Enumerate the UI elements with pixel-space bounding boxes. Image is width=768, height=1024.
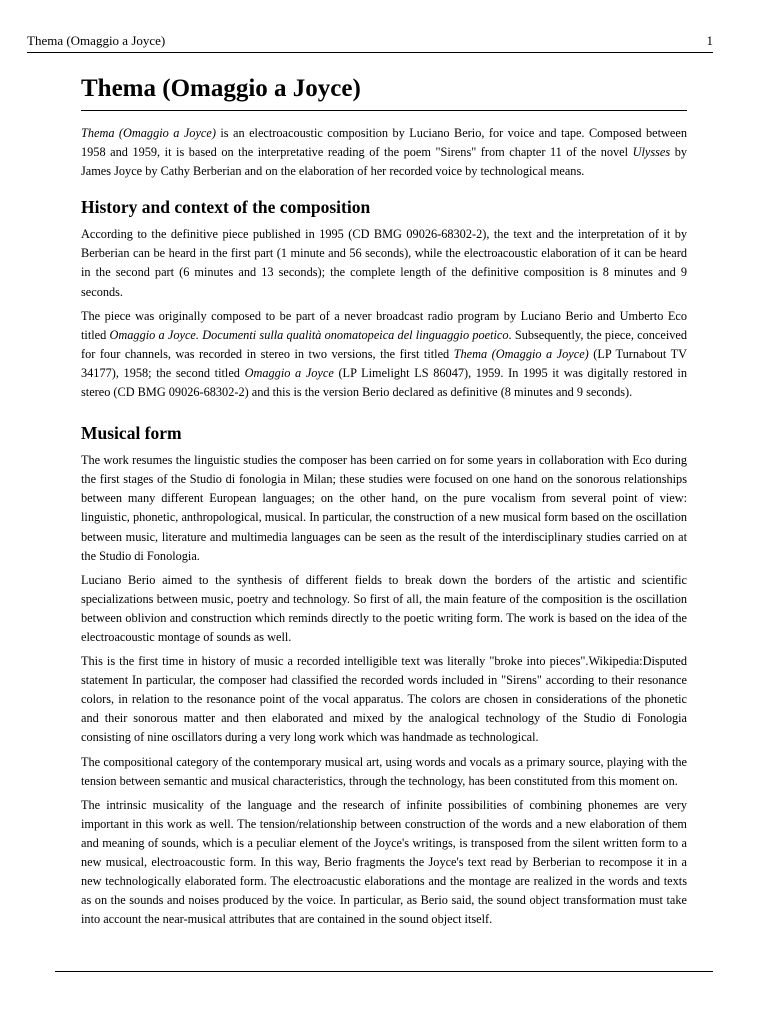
history-p2-italic-3: Omaggio a Joyce <box>244 365 334 380</box>
history-p2-text-d: (LP Limelight LS 86047), 1959. In 1995 it was digitally restored in stereo (CD BMG 09026-68302-2) and this is the version Berio declared as definitive (8 minutes and 9 seconds). <box>81 365 687 400</box>
intro-ulysses-italic: Ulysses <box>632 145 671 160</box>
article-body <box>81 72 687 934</box>
section-heading-history: History and context of the composition <box>81 197 371 218</box>
running-header <box>27 33 713 53</box>
intro-text-a: is an electroacoustic composition by Luciano Berio, for voice and tape. Composed between 1958 and 1959, it is based on the interpretative reading of the poem "Sirens" from chapter 11 of the novel <box>81 126 687 160</box>
history-paragraph-1: According to the definitive piece published in 1995 (CD BMG 09026-68302-2), the text and the interpretation of it by Berberian can be heard in the first part (1 minute and 56 seconds), while the electroacoustic elaboration of it can be heard in the second part (6 minutes and 13 seconds); the complete length of the definitive composition is 8 minutes and 9 seconds. <box>81 227 687 299</box>
history-paragraph-2 <box>81 307 687 402</box>
intro-title-italic: Thema (Omaggio a Joyce) <box>81 126 216 140</box>
history-p2-italic-2: Thema (Omaggio a Joyce) <box>453 346 589 361</box>
intro-text-b: by James Joyce by Cathy Berberian and on the elaboration of her recorded voice by technological means. <box>81 145 687 179</box>
page-title: Thema (Omaggio a Joyce) <box>81 72 687 111</box>
musical-form-paragraph-2: Luciano Berio aimed to the synthesis of different fields to break down the borders of the artistic and scientific specializations between music, poetry and technology. So first of all, the main feature of the composition is the oscillation between oblivion and construction which reminds directly to the poetic writing form. The work is based on the idea of the electroacoustic montage of sounds as well. <box>81 572 687 644</box>
musical-form-paragraph-5: The intrinsic musicality of the language and the research of infinite possibilities of combining phonemes are very important in this work as well. The tension/relationship between construction of the words and a new elaboration of them and meaning of sounds, which is a peculiar element of the Joyce's writings, is transposed from the silent written form to a new musical, electroacoustic form. In this way, Berio fragments the Joyce's text read by Berberian to recompose it in a new technologically elaborated form. The electroacustic elaborations and the montage are realized in the words and texts as on the sounds and noises produced by the voice. In particular, as Berio said, the sound object transformation must take into account the near-musical attributes that are contained in the sound object itself. <box>81 797 687 927</box>
history-p2-italic-1: Omaggio a Joyce. Documenti sulla qualità onomatopeica del linguaggio poetico <box>109 327 509 342</box>
page-number: 1 <box>706 33 713 48</box>
musical-form-paragraph-3: This is the first time in history of music a recorded intelligible text was literally "broke into pieces".Wikipedia:Disputed statement In particular, the composer had classified the recorded words included in "Sirens" according to their resonance colors, in relation to the resonance point of the vocal apparatus. The colors are chosen in considerations of the phonetic and their sonorous matter and then elaborated and mixed by the analogical technology of the Studio di Fonologia consisting of nine oscillators during a very long work which was handmade as technological. <box>81 654 687 745</box>
musical-form-paragraph-1: The work resumes the linguistic studies the composer has been carried on for some years in collaboration with Eco during the first stages of the Studio di fonologia in Milan; these studies were focused on one hand on the sonorous relationships between many different European languages; on the other hand, on the pure vocalism from several point of view: linguistic, phonetic, anthropological, musical. In particular, the construction of a new musical form based on the oscillation between music, literature and multimedia languages can be seen as the result of the interdisciplinary studies carried on at the Studio di Fonologia. <box>81 453 687 563</box>
section-heading-musical-form: Musical form <box>81 423 182 444</box>
running-title: Thema (Omaggio a Joyce) <box>27 33 166 48</box>
intro-paragraph <box>81 124 687 181</box>
footer-rule <box>55 971 713 972</box>
musical-form-paragraph-4: The compositional category of the contemporary musical art, using words and vocals as a primary source, playing with the tension between semantic and musical characteristics, through the technology, has been constituted from this moment on. <box>81 754 687 788</box>
history-p2-text-c: (LP Turnabout TV 34177), 1958; the second titled <box>81 346 687 380</box>
history-p2-text-b: . Subsequently, the piece, conceived for four channels, was recorded in stereo in two versions, the first titled <box>81 327 687 361</box>
history-p2-text-a: The piece was originally composed to be part of a never broadcast radio program by Luciano Berio and Umberto Eco titled <box>81 308 687 342</box>
